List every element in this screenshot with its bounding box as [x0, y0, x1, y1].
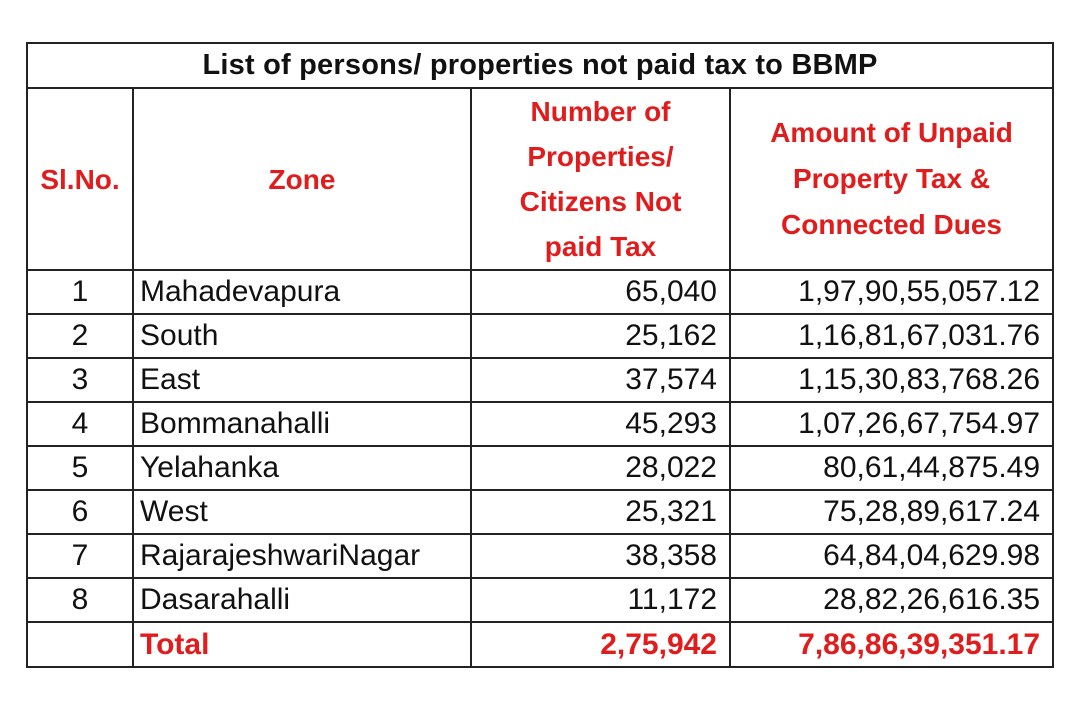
table-row — [27, 358, 1053, 402]
table-row — [27, 402, 1053, 446]
header-properties-line: paid Tax — [544, 231, 657, 262]
table-row — [27, 270, 1053, 314]
total-label: Total — [133, 622, 471, 667]
row-amount: 75,28,89,617.24 — [730, 490, 1053, 534]
tax-table-sheet — [26, 42, 1052, 668]
row-amount: 80,61,44,875.49 — [730, 446, 1053, 490]
total-amount: 7,86,86,39,351.17 — [730, 622, 1053, 667]
row-amount: 28,82,26,616.35 — [730, 578, 1053, 622]
row-amount: 1,97,90,55,057.12 — [730, 270, 1053, 314]
row-count: 65,040 — [471, 270, 730, 314]
title-row — [27, 43, 1053, 88]
row-zone: Bommanahalli — [133, 402, 471, 446]
row-zone: RajarajeshwariNagar — [133, 534, 471, 578]
header-properties-line: Citizens Not — [519, 186, 682, 217]
unpaid-tax-table — [26, 42, 1054, 668]
table-row — [27, 446, 1053, 490]
row-amount: 1,15,30,83,768.26 — [730, 358, 1053, 402]
row-amount: 1,16,81,67,031.76 — [730, 314, 1053, 358]
row-zone: Yelahanka — [133, 446, 471, 490]
header-amount-line: Amount of Unpaid — [770, 117, 1013, 148]
table-title: List of persons/ properties not paid tax to BBMP — [27, 43, 1053, 88]
total-row — [27, 622, 1053, 667]
row-zone: West — [133, 490, 471, 534]
row-count: 37,574 — [471, 358, 730, 402]
table-row — [27, 490, 1053, 534]
row-count: 25,321 — [471, 490, 730, 534]
row-sl-no: 6 — [27, 490, 133, 534]
row-count: 25,162 — [471, 314, 730, 358]
row-zone: East — [133, 358, 471, 402]
header-properties-line: Number of — [530, 96, 671, 127]
row-zone: South — [133, 314, 471, 358]
header-unpaid-amount — [730, 88, 1053, 270]
row-count: 45,293 — [471, 402, 730, 446]
table-row — [27, 534, 1053, 578]
header-properties-line: Properties/ — [527, 141, 674, 172]
header-amount-line: Property Tax & — [792, 163, 991, 194]
row-amount: 1,07,26,67,754.97 — [730, 402, 1053, 446]
row-sl-no: 5 — [27, 446, 133, 490]
table-row — [27, 578, 1053, 622]
header-amount-line: Connected Dues — [781, 209, 1002, 240]
header-row — [27, 88, 1053, 270]
table-row — [27, 314, 1053, 358]
header-sl-no: Sl.No. — [27, 88, 133, 270]
total-sl-empty — [27, 622, 133, 667]
row-count: 38,358 — [471, 534, 730, 578]
row-sl-no: 2 — [27, 314, 133, 358]
row-sl-no: 1 — [27, 270, 133, 314]
row-count: 28,022 — [471, 446, 730, 490]
row-sl-no: 3 — [27, 358, 133, 402]
row-sl-no: 8 — [27, 578, 133, 622]
total-count: 2,75,942 — [471, 622, 730, 667]
row-amount: 64,84,04,629.98 — [730, 534, 1053, 578]
row-sl-no: 7 — [27, 534, 133, 578]
row-zone: Mahadevapura — [133, 270, 471, 314]
header-properties-count — [471, 88, 730, 270]
row-zone: Dasarahalli — [133, 578, 471, 622]
row-count: 11,172 — [471, 578, 730, 622]
row-sl-no: 4 — [27, 402, 133, 446]
header-zone: Zone — [133, 88, 471, 270]
